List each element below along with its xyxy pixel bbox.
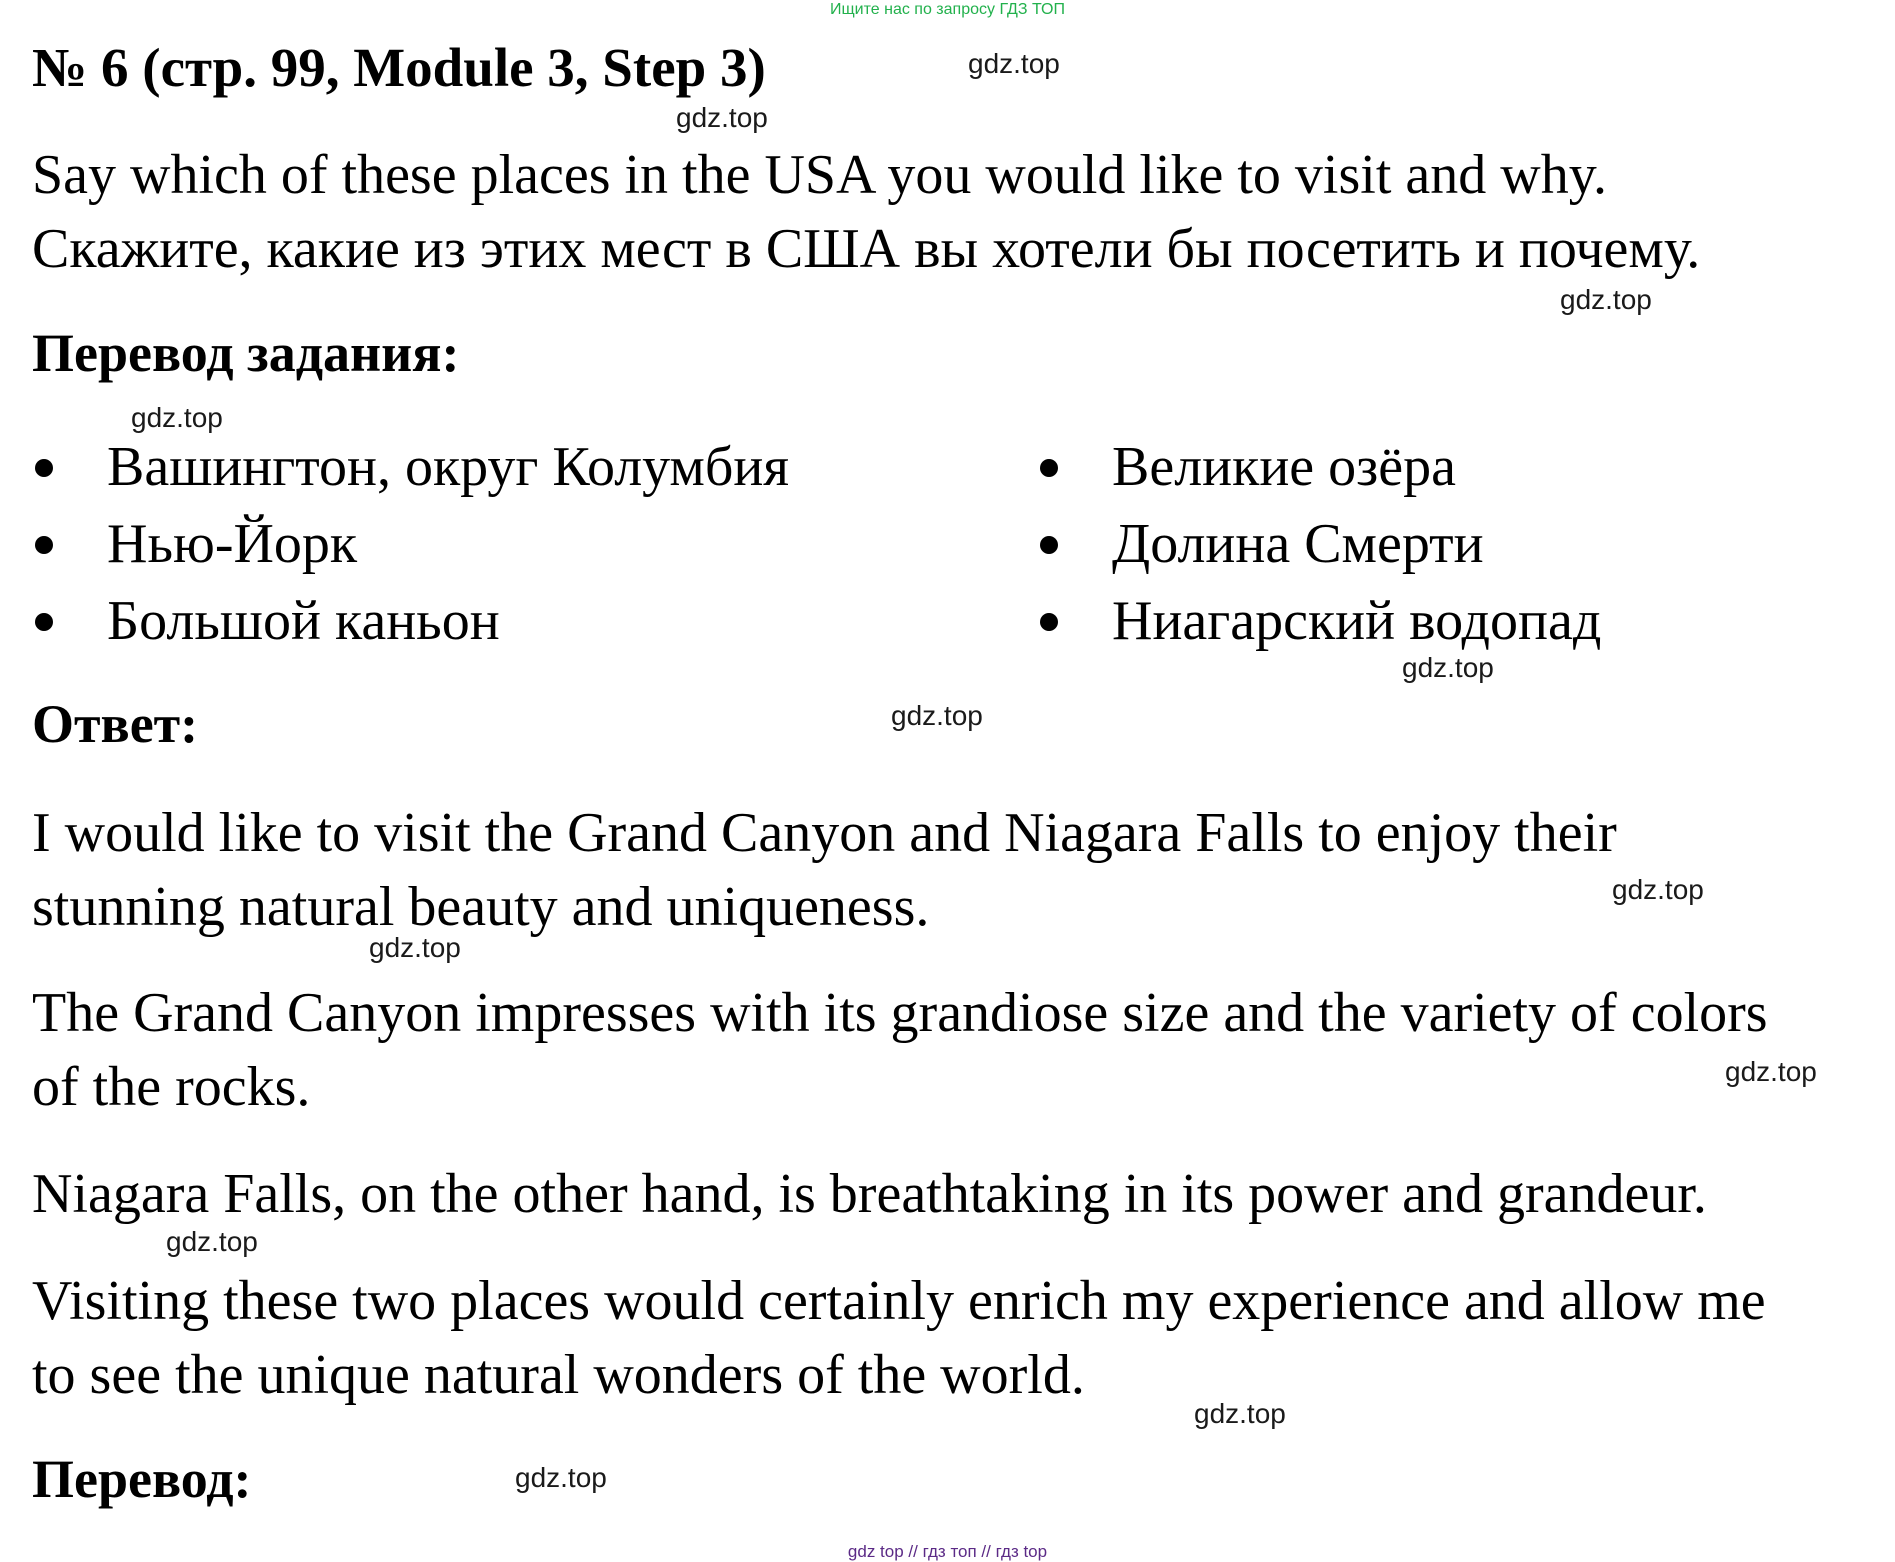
- footer-links[interactable]: gdz top // гдз топ // гдз top: [847, 1542, 1048, 1561]
- watermark: gdz.top: [131, 402, 223, 433]
- list-item: Большой каньон: [107, 590, 500, 652]
- watermark: gdz.top: [1725, 1056, 1817, 1087]
- answer-heading: Ответ:: [32, 694, 199, 754]
- list-item: Великие озёра: [1112, 436, 1456, 498]
- watermark: gdz.top: [968, 48, 1060, 79]
- task-english: Say which of these places in the USA you would like to visit and why.: [32, 144, 1608, 206]
- search-hint-banner: Ищите нас по запросу ГДЗ ТОП: [830, 1, 1065, 18]
- watermark: gdz.top: [166, 1226, 258, 1257]
- bullet-icon: [35, 536, 53, 554]
- translation-answer-heading: Перевод:: [32, 1449, 252, 1509]
- list-item: Ниагарский водопад: [1112, 590, 1602, 652]
- bullet-icon: [1040, 459, 1058, 477]
- watermark: gdz.top: [1194, 1398, 1286, 1429]
- watermark: gdz.top: [891, 700, 983, 731]
- translation-heading: Перевод задания:: [32, 323, 460, 383]
- answer-p1-line1: I would like to visit the Grand Canyon and Niagara Falls to enjoy their: [32, 802, 1617, 864]
- watermark: gdz.top: [1560, 284, 1652, 315]
- task-russian: Скажите, какие из этих мест в США вы хотели бы посетить и почему.: [32, 218, 1701, 280]
- answer-p4-line2: to see the unique natural wonders of the world.: [32, 1344, 1085, 1406]
- watermark: gdz.top: [369, 932, 461, 963]
- answer-p2-line2: of the rocks.: [32, 1056, 311, 1118]
- bullet-icon: [35, 613, 53, 631]
- answer-p3-line1: Niagara Falls, on the other hand, is breathtaking in its power and grandeur.: [32, 1163, 1707, 1225]
- list-item: Нью-Йорк: [107, 513, 358, 575]
- bullet-icon: [1040, 536, 1058, 554]
- exercise-title: № 6 (стр. 99, Module 3, Step 3): [32, 37, 766, 98]
- watermark: gdz.top: [1402, 652, 1494, 683]
- list-item: Вашингтон, округ Колумбия: [107, 436, 790, 498]
- watermark: gdz.top: [515, 1462, 607, 1493]
- answer-p1-line2: stunning natural beauty and uniqueness.: [32, 876, 930, 938]
- answer-p2-line1: The Grand Canyon impresses with its grandiose size and the variety of colors: [32, 982, 1768, 1044]
- watermark: gdz.top: [676, 102, 768, 133]
- watermark: gdz.top: [1612, 874, 1704, 905]
- bullet-icon: [35, 459, 53, 477]
- answer-p4-line1: Visiting these two places would certainly enrich my experience and allow me: [32, 1270, 1766, 1332]
- list-item: Долина Смерти: [1112, 513, 1484, 575]
- bullet-icon: [1040, 613, 1058, 631]
